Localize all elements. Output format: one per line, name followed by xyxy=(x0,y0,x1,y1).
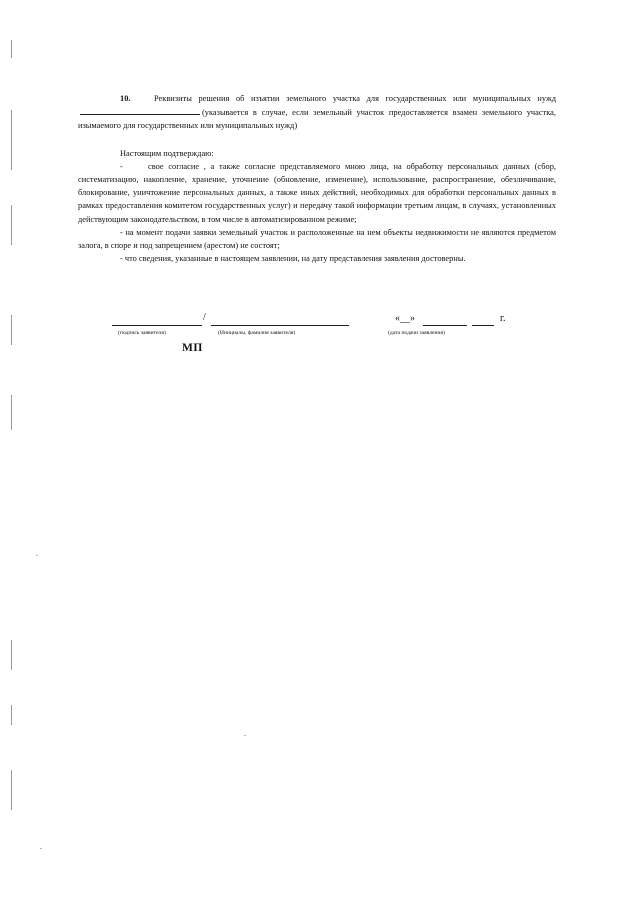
document-body xyxy=(78,92,556,265)
confirm-item-consent xyxy=(78,160,556,226)
date-day: «__» xyxy=(395,313,415,324)
signature-slash: / xyxy=(203,312,206,323)
signature-caption: (подпись заявителя) xyxy=(118,330,166,336)
scan-mark xyxy=(11,205,12,245)
date-year-line[interactable] xyxy=(472,325,494,326)
scan-mark xyxy=(11,705,12,725)
scan-dot xyxy=(244,735,246,736)
name-line[interactable] xyxy=(211,325,349,326)
scan-dot xyxy=(40,848,42,849)
scan-mark xyxy=(11,770,12,810)
confirm-item-no-encumbrance: - на момент подачи заявки земельный участок и расположенные на нем объекты недвижимости не являются предметом залога, в споре и под запрещением (арестом) не состоят; xyxy=(78,227,556,251)
stamp-placeholder: МП xyxy=(182,342,203,354)
decision-details-field[interactable] xyxy=(80,105,200,115)
item-10-number: 10. xyxy=(120,94,131,103)
item-10-note: (указывается в случае, если земельный участок предоставляется взамен земельного участка, изымаемого для государственных или муниципальных нужд) xyxy=(78,108,556,131)
date-caption: (дата подачи заявления) xyxy=(388,330,445,336)
signature-line[interactable] xyxy=(112,325,202,326)
name-caption: (Инициалы, фамилия заявителя) xyxy=(218,330,296,336)
item-10-paragraph xyxy=(78,92,556,133)
scan-dot xyxy=(36,555,38,556)
item-10-text: Реквизиты решения об изъятии земельного участка для государственных или муниципальных нужд xyxy=(154,94,556,103)
scan-mark xyxy=(11,110,12,170)
scan-mark xyxy=(11,640,12,670)
date-year-suffix: г. xyxy=(500,313,506,324)
scan-mark xyxy=(11,40,12,58)
signature-block xyxy=(0,312,640,382)
confirm-heading: Настоящим подтверждаю: xyxy=(120,148,214,158)
date-month-line[interactable] xyxy=(423,325,467,326)
confirm-item-accuracy: - что сведения, указанные в настоящем заявлении, на дату представления заявления достоверны. xyxy=(120,254,466,264)
confirm-item-dash: - xyxy=(120,161,123,171)
confirm-item-consent-text: свое согласие , а также согласие представляемого мною лица, на обработку персональных данных (сбор, систематизацию, накопление, хранение, уточнение (обновление, изменение), использование, распространение, обезличивание, блокирование, уничтожение персональных данных, а также иных действий, необходимых для обработки персональных данных в рамках предоставления комитетом государственных услуг) и передачу такой информации третьим лицам, в случаях, установленных действующим законодательством, в том числе в автоматизированном режиме; xyxy=(78,161,556,224)
scan-mark xyxy=(11,395,12,430)
